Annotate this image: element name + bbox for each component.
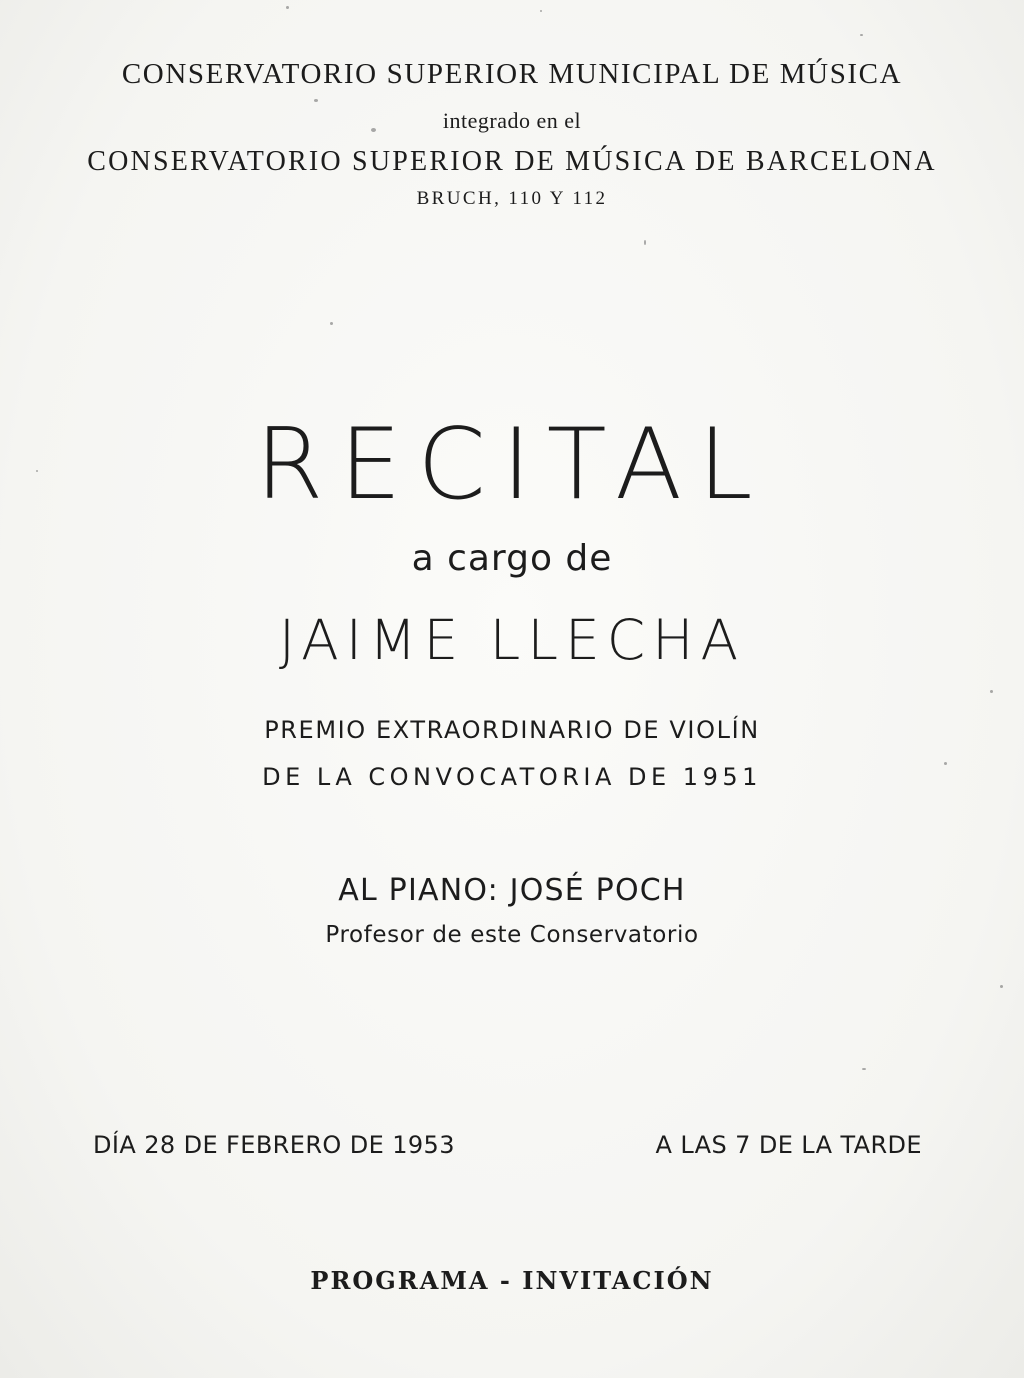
award-line-2: DE LA CONVOCATORIA DE 1951 — [262, 763, 762, 791]
parent-institution-name: CONSERVATORIO SUPERIOR DE MÚSICA DE BARCELONA — [87, 146, 937, 177]
institution-name: CONSERVATORIO SUPERIOR MUNICIPAL DE MÚSICA — [121, 58, 903, 90]
paper-speck — [540, 10, 542, 12]
paper-speck — [330, 322, 333, 325]
address: BRUCH, 110 Y 112 — [416, 188, 608, 209]
connector-text: integrado en el — [442, 108, 582, 133]
program-invitation-label: PROGRAMA - INVITACIÓN — [310, 1266, 714, 1295]
paper-speck — [862, 1068, 866, 1070]
pianist: AL PIANO: JOSÉ POCH — [338, 873, 686, 908]
paper-speck — [286, 6, 289, 9]
paper-speck — [990, 690, 993, 693]
paper-speck — [36, 470, 38, 472]
paper-speck — [860, 34, 863, 36]
by-label: a cargo de — [411, 538, 613, 579]
award-line-1: PREMIO EXTRAORDINARIO DE VIOLÍN — [264, 716, 760, 744]
paper-speck — [944, 762, 947, 765]
paper-speck — [371, 128, 376, 132]
paper-speck — [644, 240, 646, 245]
pianist-role: Profesor de este Conservatorio — [325, 922, 699, 948]
paper-speck — [1000, 985, 1003, 988]
performer-name: JAIME LLECHA — [278, 608, 746, 672]
event-time: A LAS 7 DE LA TARDE — [655, 1131, 922, 1159]
paper-speck — [314, 99, 318, 102]
event-title: RECITAL — [255, 408, 769, 522]
event-date: DÍA 28 DE FEBRERO DE 1953 — [93, 1131, 455, 1159]
